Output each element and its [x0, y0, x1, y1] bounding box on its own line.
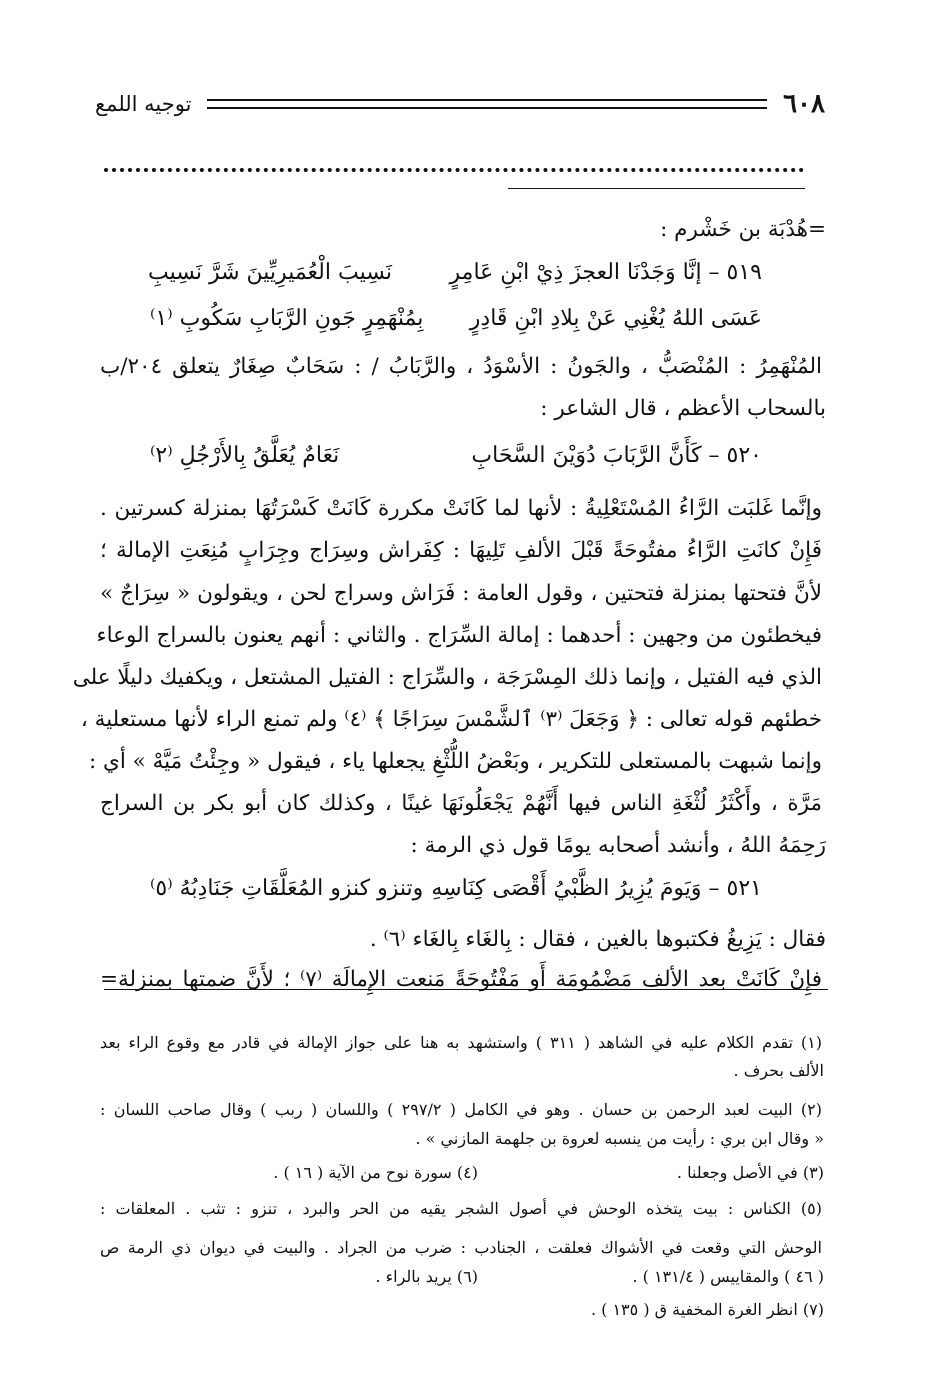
body-line: خطئهم قوله تعالى : ﴿ وَجَعَلَ ⁽٣⁾ ٱلشَّمْسَ سِرَاجًا ﴾ ⁽٤⁾ ولم تمنع الراء لأنها مستعلية ، [80, 707, 822, 732]
footnote-line: « وقال ابن بري : رأيت من ينسبه لعروة بن جلهمة المازني » . [415, 1129, 824, 1148]
verse-second-hemistich: نَعَامٌ يُعَلَّقُ بِالأَرْجُلِ ⁽٢⁾ [150, 443, 340, 468]
footnote-line: (٥) الكناس : بيت يتخذه الوحش في أصول الشجر يقيه من الحر والبرد ، تنزو : تثب . المعلقات : [100, 1199, 822, 1218]
verse-first-hemistich: ٥٢١ – وَيَومَ يُزِيرُ الظَّبْيُ أَقْصَى كِنَاسِهِ [431, 876, 762, 901]
dotted-separator [104, 168, 804, 172]
footnote-line: الوحش التي وقعت في الأشواك فعلقت ، الجنادب : ضرب من الجراد . والبيت في ديوان ذي الرمة ص [100, 1238, 822, 1257]
verse-second-hemistich: بِمُنْهَمِرٍ جَونِ الرَّبَابِ سَكُوبِ ⁽١⁾ [150, 306, 424, 331]
footnote-line: (٧) انظر الغرة المخفية ق ( ١٣٥ ) . [590, 1300, 824, 1319]
running-header [95, 84, 825, 124]
header-rule [207, 99, 767, 109]
body-line: فيخطئون من وجهين : أحدهما : إمالة السِّرَاج . والثاني : أنهم يعنون بالسراج الوعاء [96, 623, 822, 648]
body-line: بالسحاب الأعظم ، قال الشاعر : [540, 396, 826, 421]
verse-first-hemistich: عَسَى اللهُ يُغْنِي عَنْ بِلادِ ابْنِ قَادِرٍ [469, 306, 762, 331]
body-line: الذي فيه الفتيل ، وإنما ذلك المِسْرَجَة ، والسِّرَاج : الفتيل المشتعل ، ويكفيك دليلًا على [72, 665, 822, 690]
footnote-line: (٤) سورة نوح من الآية ( ١٦ ) . [273, 1163, 478, 1182]
body-line: فقال : يَزِيغُ فكتبوها بالغين ، فقال : بِالغَاء بِالغَاء ⁽٦⁾ . [369, 927, 826, 952]
body-line: وإنما شبهت بالمستعلى للتكرير ، وبَعْضُ اللُّثْغِ يجعلها ياء ، فيقول « وجِئْتُ مَيَّهْ » أي : [88, 749, 822, 774]
verse-second-hemistich: نَسِيبَ الْعُمَيرِيِّينَ شَرَّ نَسِيبِ [148, 260, 392, 285]
footnote-line: (١) تقدم الكلام عليه في الشاهد ( ٣١١ ) واستشهد به هنا على جواز الإمالة في قادر مع وقوع الراء بعد [100, 1033, 822, 1052]
body-line: فَإِنْ كانَتِ الرَّاءُ مفتُوحَةً قَبْلَ الألفِ تَلِيهَا : كِفَراش وسِرَاج وجِرَابٍ مُنِعَتِ الإمالة ؛ [100, 538, 822, 563]
verse-first-hemistich: ٥١٩ – إنَّا وَجَدْنَا العجزَ ذِيْ ابْنِ عَامِرٍ [449, 260, 762, 285]
body-line: المُنْهَمِرُ : المُنْصَبُّ ، والجَونُ : الأسْوَدُ ، والرَّبَابُ / : سَحَابٌ صِغَارٌ يتعلق ٢٠٤/ب [100, 354, 822, 379]
continuation-rule [508, 188, 805, 189]
body-line: لأنَّ فتحتها بمنزلة فتحتين ، وقول العامة : فَرَاش وسراج لحن ، ويقولون « سِرَاجٌ » [100, 581, 822, 606]
footnote-line: (٦) يريد بالراء . [375, 1267, 478, 1286]
book-title: توجيه اللمع [95, 92, 192, 116]
body-line: فإِنْ كَانَتْ بعد الألف مَضْمُومَة أَو مَفْتُوحَةً مَنعت الإِمالَة ⁽٧⁾ ؛ لأَنَّ ضمتها بمنزلة= [100, 967, 822, 992]
verse-first-hemistich: ٥٢٠ – كَأَنَّ الرَّبَابَ دُوَيْنَ السَّحَابِ [471, 443, 762, 468]
footnote-line: (٢) البيت لعبد الرحمن بن حسان . وهو في الكامل ( ٢٩٧/٢ ) واللسان ( ربب ) وقال صاحب اللسان : [100, 1100, 823, 1119]
page-number: ٦٠٨ [783, 89, 825, 119]
footnote-line: ( ٤٦ ) والمقاييس ( ١٣١/٤ ) . [632, 1267, 824, 1286]
footnote-line: الألف بحرف . [733, 1061, 824, 1080]
body-line: =هُدْبَة بن خَشْرم : [660, 217, 826, 242]
verse-second-hemistich: وتنزو كنزو المُعَلَّقَاتِ جَنَادِبُهُ ⁽٥⁾ [150, 876, 424, 901]
body-line: رَحِمَهُ اللهُ ، وأنشد أصحابه يومًا قول ذي الرمة : [410, 833, 826, 858]
body-line: وإنَّما غَلبَت الرَّاءُ المُسْتَعْلِيةُ : لأنها لما كَانَتْ مكررة كَانَتْ كَسْرَتُهَا بمنزلة كسرتين . [100, 496, 822, 521]
footnote-separator [104, 989, 828, 990]
body-line: مَرَّة ، وأَكْثَرُ لُثْغَةِ الناس فيها أَنَّهُمْ يَجْعَلُونَهَا غينًا ، وكذلك كان أبو بكر بن السراج [100, 791, 822, 816]
footnote-line: (٣) في الأصل وجعلنا . [676, 1163, 824, 1182]
